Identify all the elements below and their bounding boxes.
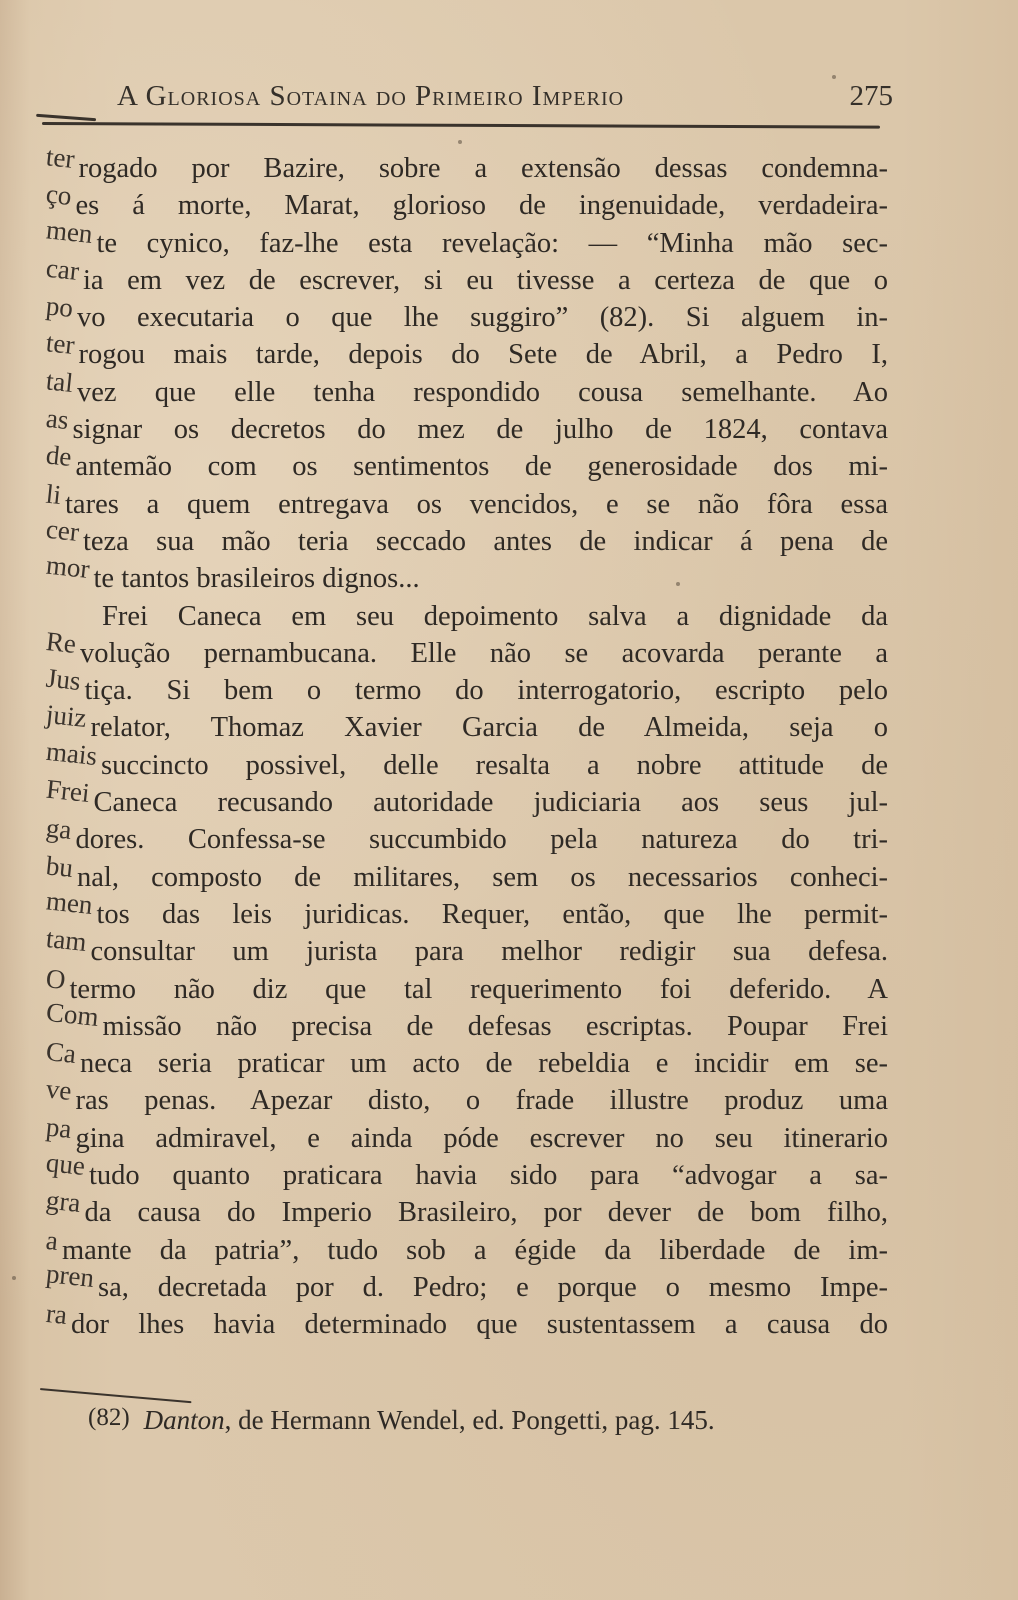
- line-text: vez que elle tenha respondido cousa semelhante. Ao: [77, 376, 888, 408]
- text-line: [44, 327, 888, 373]
- text-line: [44, 513, 888, 560]
- line-lead: Frei: [44, 773, 92, 809]
- line-text: volução pernambucana. Elle não se acovarda perante a: [80, 637, 888, 669]
- paper-speck: [458, 140, 462, 144]
- line-lead: de: [44, 439, 74, 473]
- footnote-book-title: Danton: [143, 1405, 225, 1435]
- line-lead: li: [44, 478, 63, 510]
- text-line: [44, 290, 888, 336]
- line-lead: car: [44, 252, 81, 286]
- line-text: antemão com os sentimentos de generosidade dos mi-: [75, 451, 888, 483]
- line-lead: mais: [44, 735, 99, 771]
- text-line: [44, 996, 888, 1045]
- line-text: teza sua mão teria seccado antes de indicar á pena de: [82, 525, 888, 557]
- line-lead: pren: [44, 1258, 96, 1293]
- paragraph-start-line: [44, 598, 888, 635]
- line-text: sa, decretada por d. Pedro; e porque o mesmo Impe-: [97, 1271, 888, 1303]
- line-text: dor lhes havia determinado que sustentassem a causa do: [70, 1309, 888, 1341]
- text-line: [44, 962, 888, 1008]
- text-line: [44, 141, 888, 187]
- line-lead: juiz: [44, 699, 89, 734]
- text-line: [44, 662, 888, 709]
- line-text: ia em vez de escrever, si eu tivesse a certeza de que o: [82, 264, 888, 296]
- page-number: 275: [849, 80, 893, 112]
- line-lead: Ca: [44, 1036, 78, 1070]
- text-line: [44, 1036, 888, 1082]
- running-head: [117, 80, 893, 120]
- line-lead: bu: [44, 850, 75, 883]
- line-lead: O: [44, 962, 68, 995]
- line-text: vo executaria o que lhe suggiro” (82). Si alguem in-: [77, 302, 888, 334]
- line-lead: as: [44, 402, 71, 436]
- line-lead: po: [44, 290, 75, 324]
- footnote-citation: , de Hermann Wendel, ed. Pongetti, pag. 145.: [224, 1405, 715, 1435]
- text-line: [44, 885, 888, 933]
- line-lead: pa: [44, 1111, 74, 1144]
- line-text: relator, Thomaz Xavier Garcia de Almeida, seja o: [90, 712, 888, 744]
- line-text: nal, composto de militares, sem os necessarios conheci-: [77, 861, 888, 893]
- header-rule: [42, 122, 880, 129]
- line-text: da causa do Imperio Brasileiro, por dever de bom filho,: [84, 1197, 888, 1229]
- text-line: [44, 850, 888, 896]
- line-lead: ga: [44, 812, 74, 846]
- text-line: [44, 923, 888, 970]
- text-line: [44, 178, 888, 224]
- text-line: [44, 1147, 888, 1194]
- line-lead: gra: [44, 1184, 83, 1219]
- line-text: te cynico, faz-lhe esta revelação: — “Minha mão sec-: [96, 227, 888, 259]
- line-lead: que: [44, 1147, 87, 1182]
- line-text: neca seria praticar um acto de rebeldia e incidir em se-: [80, 1048, 888, 1080]
- line-text: gina admiravel, e ainda póde escrever no seu itinerario: [75, 1122, 888, 1154]
- line-text: succincto possivel, delle resalta a nobre attitude de: [101, 749, 888, 781]
- footnote: [88, 1402, 888, 1440]
- line-lead: tal: [44, 365, 75, 398]
- line-lead: ter: [44, 327, 77, 361]
- text-line: [44, 402, 888, 448]
- line-text: te tantos brasileiros dignos...: [93, 563, 420, 595]
- line-text: rogado por Bazire, sobre a extensão dessas condemna-: [78, 153, 888, 184]
- running-title: A Gloriosa Sotaina do Primeiro Imperio: [117, 80, 625, 112]
- paper-speck: [832, 75, 836, 79]
- text-line: [44, 812, 888, 858]
- text-line: [44, 1258, 888, 1306]
- text-line: [44, 1184, 888, 1231]
- line-text: ras penas. Apezar disto, o frade illustre produz uma: [75, 1085, 888, 1117]
- body-text: [44, 141, 888, 1344]
- line-lead: ve: [44, 1073, 74, 1107]
- text-line: [44, 735, 888, 784]
- text-line: [44, 1111, 888, 1157]
- text-line: [44, 213, 888, 262]
- text-line: [44, 439, 888, 485]
- line-lead: men: [44, 213, 95, 249]
- text-line: [44, 1073, 888, 1119]
- line-lead: mor: [44, 549, 92, 585]
- text-line: [44, 1224, 888, 1269]
- line-lead: a: [44, 1224, 60, 1256]
- line-text: termo não diz que tal requerimento foi deferido. A: [69, 973, 888, 1005]
- line-text: dores. Confessa-se succumbido pela natureza do tri-: [75, 824, 888, 856]
- line-text: tiça. Si bem o termo do interrogatorio, escripto pelo: [84, 675, 888, 707]
- text-line: [44, 252, 888, 299]
- line-lead: men: [44, 885, 95, 920]
- text-line: [44, 625, 888, 672]
- line-text: mante da patria”, tudo sob a égide da liberdade de im-: [61, 1234, 888, 1266]
- paper-speck: [676, 582, 680, 586]
- line-lead: ço: [44, 178, 74, 212]
- text-line: [44, 699, 888, 746]
- line-text: rogou mais tarde, depois do Sete de Abril, a Pedro I,: [78, 339, 888, 371]
- text-line: [44, 478, 888, 523]
- paper-speck: [12, 1276, 16, 1280]
- line-lead: ter: [44, 141, 77, 175]
- line-text: Caneca recusando autoridade judiciaria aos seus jul-: [93, 787, 888, 819]
- text-line: [44, 773, 888, 821]
- line-lead: tam: [44, 923, 89, 958]
- line-text: consultar um jurista para melhor redigir sua defesa.: [90, 936, 888, 968]
- text-line: [44, 365, 888, 411]
- line-text: tos das leis juridicas. Requer, então, que lhe permit-: [96, 898, 888, 930]
- line-text: tares a quem entregava os vencidos, e se não fôra essa: [65, 488, 888, 520]
- line-lead: ra: [44, 1298, 69, 1331]
- text-line: [44, 1298, 888, 1343]
- line-text: signar os decretos do mez de julho de 1824, contava: [72, 414, 888, 446]
- line-lead: cer: [44, 513, 81, 547]
- line-text: es á morte, Marat, glorioso de ingenuidade, verdadeira-: [75, 190, 888, 222]
- line-text: missão não precisa de defesas escriptas. Poupar Frei: [102, 1010, 888, 1042]
- line-lead: Re: [44, 625, 78, 659]
- footnote-number: (82): [88, 1404, 130, 1431]
- line-lead: Com: [44, 996, 101, 1032]
- line-lead: Jus: [44, 662, 83, 697]
- line-text: tudo quanto praticara havia sido para “advogar a sa-: [88, 1160, 888, 1192]
- text-line: [44, 549, 888, 597]
- line-text: Frei Caneca em seu depoimento salva a dignidade da: [102, 600, 888, 632]
